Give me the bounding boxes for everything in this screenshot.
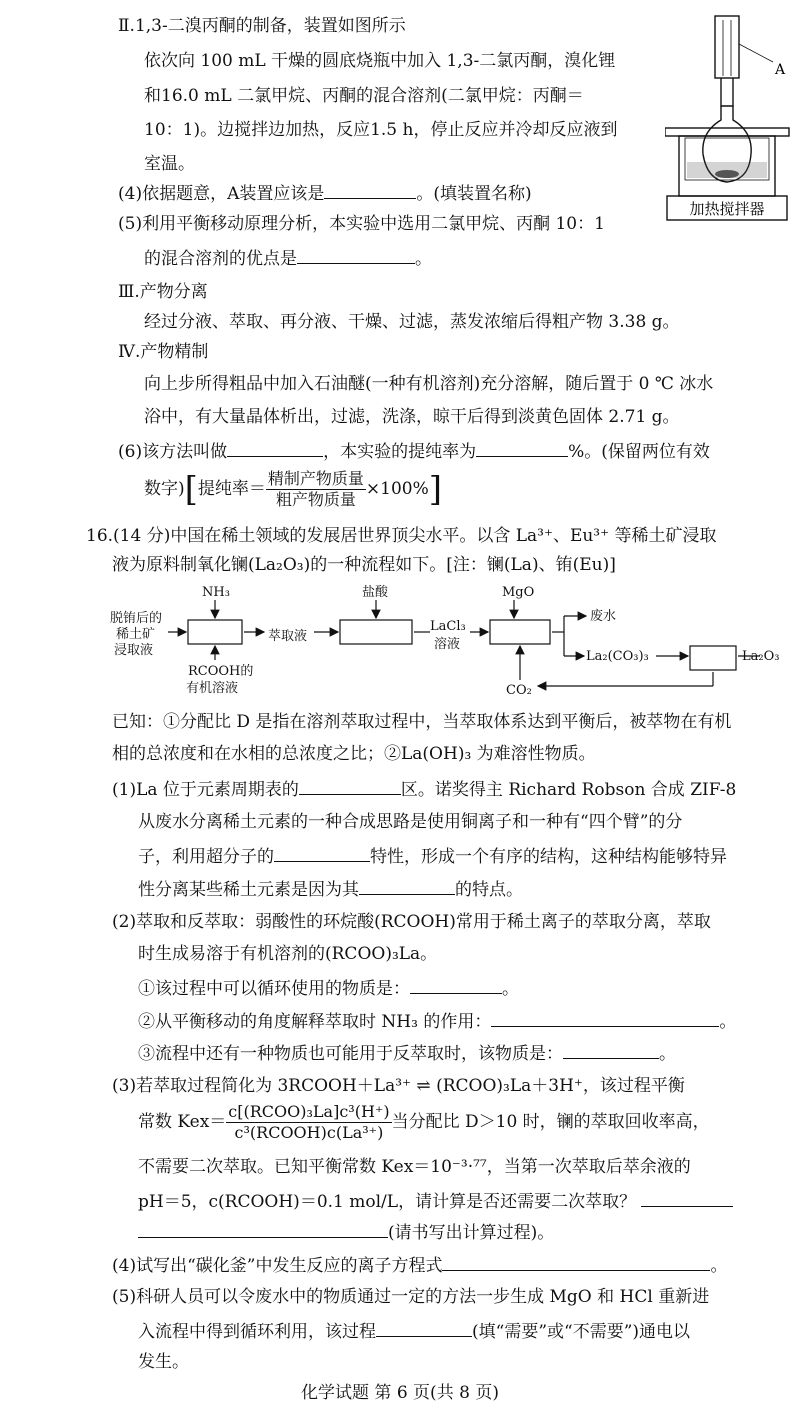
hcl-label: 盐酸 [362,585,389,600]
extract-label: 萃取液 [268,629,308,644]
waste-label: 废水 [590,609,617,624]
q1-line: 从废水分离稀土元素的一种合成思路是使用铜离子和一种有“四个臂”的分 [138,812,683,832]
question-text: 。 [502,979,519,999]
question-text: ①该过程中可以循环使用的物质是： [138,979,410,999]
question-5-cont [144,245,432,271]
q3-line [138,1188,733,1214]
answer-blank[interactable] [324,180,416,199]
question-text: (4)依据题意，A装置应该是 [118,184,325,204]
question-text: 。 [710,1256,728,1276]
condenser-outer [715,16,739,78]
q5-line: 发生。 [138,1352,189,1372]
nh3-label: NH₃ [202,585,230,600]
label-a: A [775,62,786,78]
question-text: (1)La 位于元素周期表的 [112,780,299,800]
q3-line [138,1219,554,1245]
question-text: 。(填装置名称) [416,184,532,204]
answer-blank[interactable] [476,438,568,457]
q16-intro: 液为原料制氧化镧(La₂O₃)的一种流程如下。[注：镧(La)、铕(Eu)] [112,555,616,575]
section-3-heading: Ⅲ.产物分离 [118,282,208,302]
section-3-text: 经过分液、萃取、再分液、干燥、过滤，蒸发浓缩后得粗产物 3.38 g。 [144,312,680,332]
question-text: %。(保留两位有效 [568,442,710,462]
answer-blank[interactable] [410,975,502,994]
q1-line [138,876,523,902]
question-text: 性分离某些稀土元素是因为其 [138,880,359,900]
mgo-label: MgO [502,585,535,600]
la2o3-label: La₂O₃ [742,649,780,664]
q1-line [112,776,736,802]
answer-blank[interactable] [641,1188,733,1207]
known-text: 相的总浓度和在水相的总浓度之比；②La(OH)₃ 为难溶性物质。 [112,744,596,764]
la2co3-label: La₂(CO₃)₃ [586,649,649,664]
answer-blank[interactable] [274,843,370,862]
back-extractor-box [340,620,412,644]
answer-blank[interactable] [299,776,401,795]
carbonization-box [490,620,550,644]
answer-blank[interactable] [227,438,323,457]
q3-line: 不需要二次萃取。已知平衡常数 Kex＝10⁻³·⁷⁷，当第一次萃取后萃余液的 [138,1157,691,1177]
section-2-heading: Ⅱ.1,3-二溴丙酮的制备，装置如图所示 [118,16,406,36]
question-text: (6)该方法叫做 [118,442,228,462]
q2-line: 时生成易溶于有机溶剂的(RCOO)₃La。 [138,944,438,964]
question-text: (请书写出计算过程)。 [388,1223,555,1243]
question-text: 。 [719,1012,737,1032]
rcooh-label: 有机溶液 [186,681,239,696]
answer-blank[interactable] [376,1318,472,1337]
rcooh-label: RCOOH的 [188,664,254,679]
question-text: 。 [659,1044,676,1064]
kex-fraction: $\frac{\text{c[(RCOO)₃La]c³(H⁺)}}{\text{c³(RCOOH)c(La³⁺)}}$ [228,1102,390,1142]
question-4 [118,180,532,206]
answer-blank[interactable] [138,1219,388,1238]
q2-sub1 [138,975,519,1001]
answer-blank[interactable] [359,876,455,895]
q4-line [112,1252,727,1278]
question-6 [118,438,710,464]
feed-label: 脱铕后的 [110,611,163,626]
furnace-box [690,646,736,670]
section-4-text: 向上步所得粗品中加入石油醚(一种有机溶剂)充分溶解，随后置于 0 ℃ 冰水 [144,374,714,394]
section-2-text: 依次向 100 mL 干燥的圆底烧瓶中加入 1,3-二氯丙酮，溴化锂 [144,51,616,71]
q2-sub3 [138,1040,676,1066]
section-4-text: 浴中，有大量晶体析出，过滤，洗涤，晾干后得到淡黄色固体 2.71 g。 [144,407,680,427]
question-text: ，本实验的提纯率为 [323,442,477,462]
question-text: 子，利用超分子的 [138,847,274,867]
question-text: 特性，形成一个有序的结构，这种结构能够特异 [370,847,727,867]
feed-label: 稀土矿 [116,627,156,642]
question-text: pH＝5，c(RCOOH)＝0.1 mol/L，请计算是否还需要二次萃取？ [138,1192,637,1212]
apparatus-figure [665,14,795,236]
extractor-box [188,620,242,644]
section-2-text: 和16.0 mL 二氯甲烷、丙酮的混合溶剂(二氯甲烷：丙酮＝ [144,86,584,106]
question-text: (填“需要”或“不需要”)通电以 [472,1322,691,1342]
section-2-text: 室温。 [144,154,195,174]
solution-label: 溶液 [434,637,461,652]
question-text: ③流程中还有一种物质也可能用于反萃取时，该物质是： [138,1044,563,1064]
question-text: ②从平衡移动的角度解释萃取时 NH₃ 的作用： [138,1012,492,1032]
formula-tail: ×100% [365,479,429,499]
section-4-heading: Ⅳ.产物精制 [118,342,209,362]
answer-blank[interactable] [442,1252,710,1271]
question-text: 当分配比 D＞10 时，镧的萃取回收率高， [391,1112,710,1132]
stirrer-label: 加热搅拌器 [689,200,765,218]
answer-blank[interactable] [563,1040,659,1059]
question-text: 常数 Kex＝ [138,1112,227,1132]
formula-lhs: 提纯率＝ [197,479,266,499]
formula-fraction: $\frac{\text{精制产物质量}}{\text{粗产物质量}}$ [267,469,364,509]
question-5: (5)利用平衡移动原理分析，本实验中选用二氯甲烷、丙酮 10：1 [118,214,605,234]
question-text: (4)试写出“碳化釜”中发生反应的离子方程式 [112,1256,443,1276]
q5-line: (5)科研人员可以令废水中的物质通过一定的方法一步生成 MgO 和 HCl 重新进 [112,1287,710,1307]
purity-formula: 数字)[提纯率＝ $\frac{\text{精制产物质量}}{\text{粗产物质量}}$ ×100%] [144,469,443,510]
question-text: 数字) [144,479,185,499]
q2-sub2 [138,1008,736,1034]
feed-label: 浸取液 [114,643,154,658]
q1-line [138,843,727,869]
q16-intro: 16.(14 分)中国在稀土领域的发展居世界顶尖水平。以含 La³⁺、Eu³⁺ 等稀土矿浸取 [86,526,717,546]
question-text: 的混合溶剂的优点是 [144,249,297,269]
q2-line: (2)萃取和反萃取：弱酸性的环烷酸(RCOOH)常用于稀土离子的萃取分离，萃取 [112,912,711,932]
known-text: 已知：①分配比 D 是指在溶剂萃取过程中，当萃取体系达到平衡后，被萃物在有机 [112,712,732,732]
process-flowchart [108,582,798,700]
co2-label: CO₂ [506,683,532,698]
q3-kex [138,1100,710,1144]
section-2-text: 10：1)。边搅拌边加热，反应1.5 h，停止反应并冷却反应液到 [144,120,618,140]
page-footer: 化学试题 第 6 页(共 8 页) [301,1383,499,1403]
q3-line: (3)若萃取过程简化为 3RCOOH＋La³⁺ ⇌ (RCOO)₃La＋3H⁺，该过程平衡 [112,1076,685,1096]
q5-line [138,1318,690,1344]
question-text: 的特点。 [455,880,523,900]
question-text: 。 [415,249,432,269]
question-text: 入流程中得到循环利用，该过程 [138,1322,376,1342]
lacl3-label: LaCl₃ [430,619,466,634]
answer-blank[interactable] [297,245,415,264]
question-text: 区。诺奖得主 Richard Robson 合成 ZIF-8 [400,780,737,800]
answer-blank[interactable] [491,1008,719,1027]
